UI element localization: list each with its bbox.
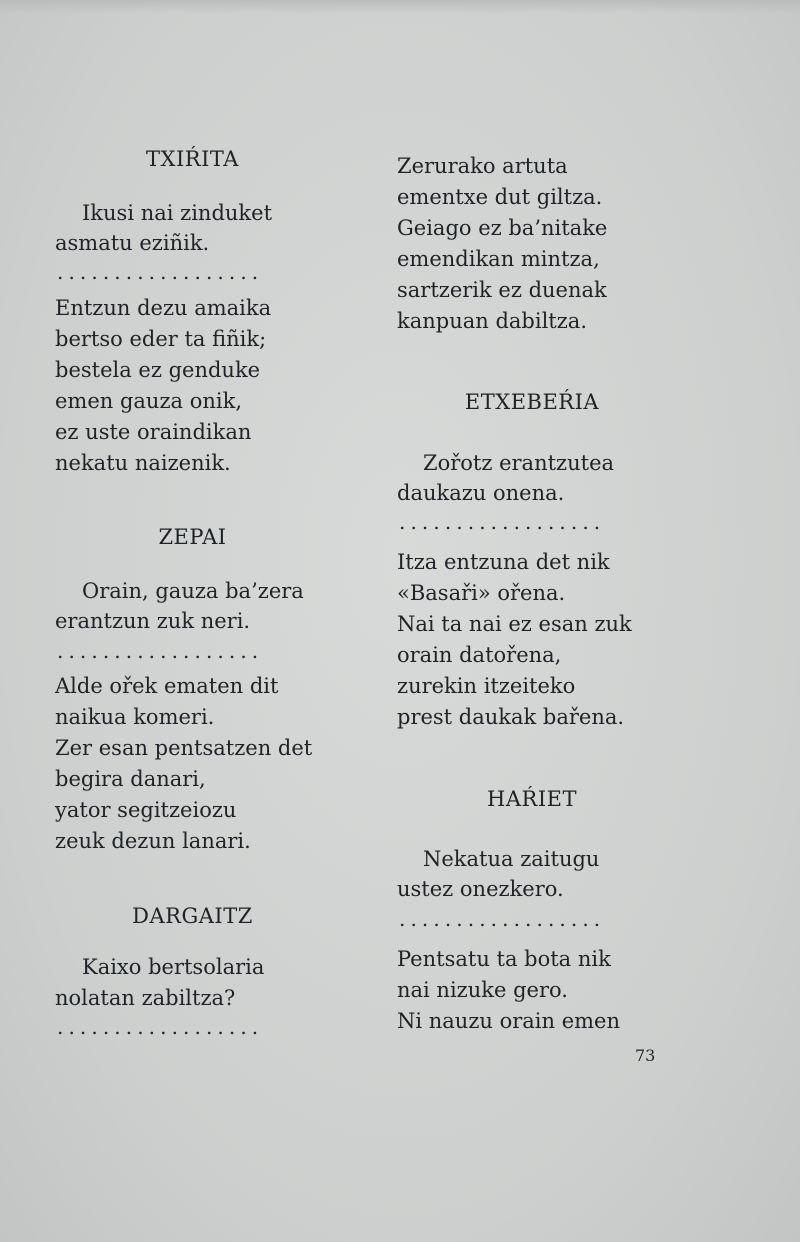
verse-line: Zerurako artuta	[397, 154, 568, 178]
verse-line: prest daukak bařena.	[397, 705, 625, 729]
verse-line: asmatu eziñik.	[55, 231, 210, 255]
ellipsis-dots: ..................	[399, 907, 606, 931]
verse-line: yator segitzeiozu	[55, 798, 237, 822]
ellipsis-dots: ..................	[57, 1015, 264, 1039]
ellipsis-dots: ..................	[57, 260, 264, 284]
verse-line: bestela ez genduke	[55, 358, 261, 382]
verse-line: nolatan zabiltza?	[55, 986, 236, 1010]
verse-line: emen gauza onik,	[55, 389, 243, 413]
verse-line: naikua komeri.	[55, 705, 215, 729]
verse-line: Alde ořek ematen dit	[55, 674, 279, 698]
verse-line: Ikusi nai zinduket	[82, 201, 273, 225]
heading-etxeberia: ETXEBEŔIA	[464, 390, 600, 414]
verse-line: orain datořena,	[397, 643, 562, 667]
verse-line: Nekatua zaitugu	[423, 847, 600, 871]
verse-line: emendikan mintza,	[397, 247, 600, 271]
verse-line: nai nizuke gero.	[397, 978, 568, 1002]
verse-line: ez uste oraindikan	[55, 420, 252, 444]
heading-zepai: ZEPAI	[158, 525, 227, 549]
verse-line: Zořotz erantzutea	[423, 451, 615, 475]
verse-line: bertso eder ta fiñik;	[55, 327, 267, 351]
verse-line: begira danari,	[55, 767, 206, 791]
verse-line: Nai ta nai ez esan zuk	[397, 612, 632, 636]
verse-line: nekatu naizenik.	[55, 451, 231, 475]
verse-line: kanpuan dabiltza.	[397, 309, 587, 333]
heading-txirita: TXIŔITA	[146, 147, 239, 171]
ellipsis-dots: ..................	[399, 510, 606, 534]
verse-line: Entzun dezu amaika	[55, 296, 272, 320]
verse-line: Itza entzuna det nik	[397, 550, 610, 574]
verse-line: «Basaři» ořena.	[397, 581, 566, 605]
verse-line: ustez onezkero.	[397, 877, 564, 901]
page-number: 73	[635, 1046, 656, 1065]
verse-line: Ni nauzu orain emen	[397, 1009, 621, 1033]
verse-line: Kaixo bertsolaria	[82, 955, 265, 979]
verse-line: ementxe dut giltza.	[397, 185, 603, 209]
verse-line: erantzun zuk neri.	[55, 609, 251, 633]
page-edge-shadow	[0, 0, 800, 14]
verse-line: sartzerik ez duenak	[397, 278, 607, 302]
verse-line: zurekin itzeiteko	[397, 674, 576, 698]
ellipsis-dots: ..................	[57, 639, 264, 663]
heading-dargaitz: DARGAITZ	[132, 904, 253, 928]
verse-line: Zer esan pentsatzen det	[55, 736, 313, 760]
verse-line: Pentsatu ta bota nik	[397, 947, 611, 971]
verse-line: daukazu onena.	[397, 481, 565, 505]
heading-hariet: HAŔIET	[487, 787, 577, 811]
verse-line: Orain, gauza ba’zera	[82, 579, 304, 603]
verse-line: zeuk dezun lanari.	[55, 829, 251, 853]
verse-line: Geiago ez ba’nitake	[397, 216, 608, 240]
